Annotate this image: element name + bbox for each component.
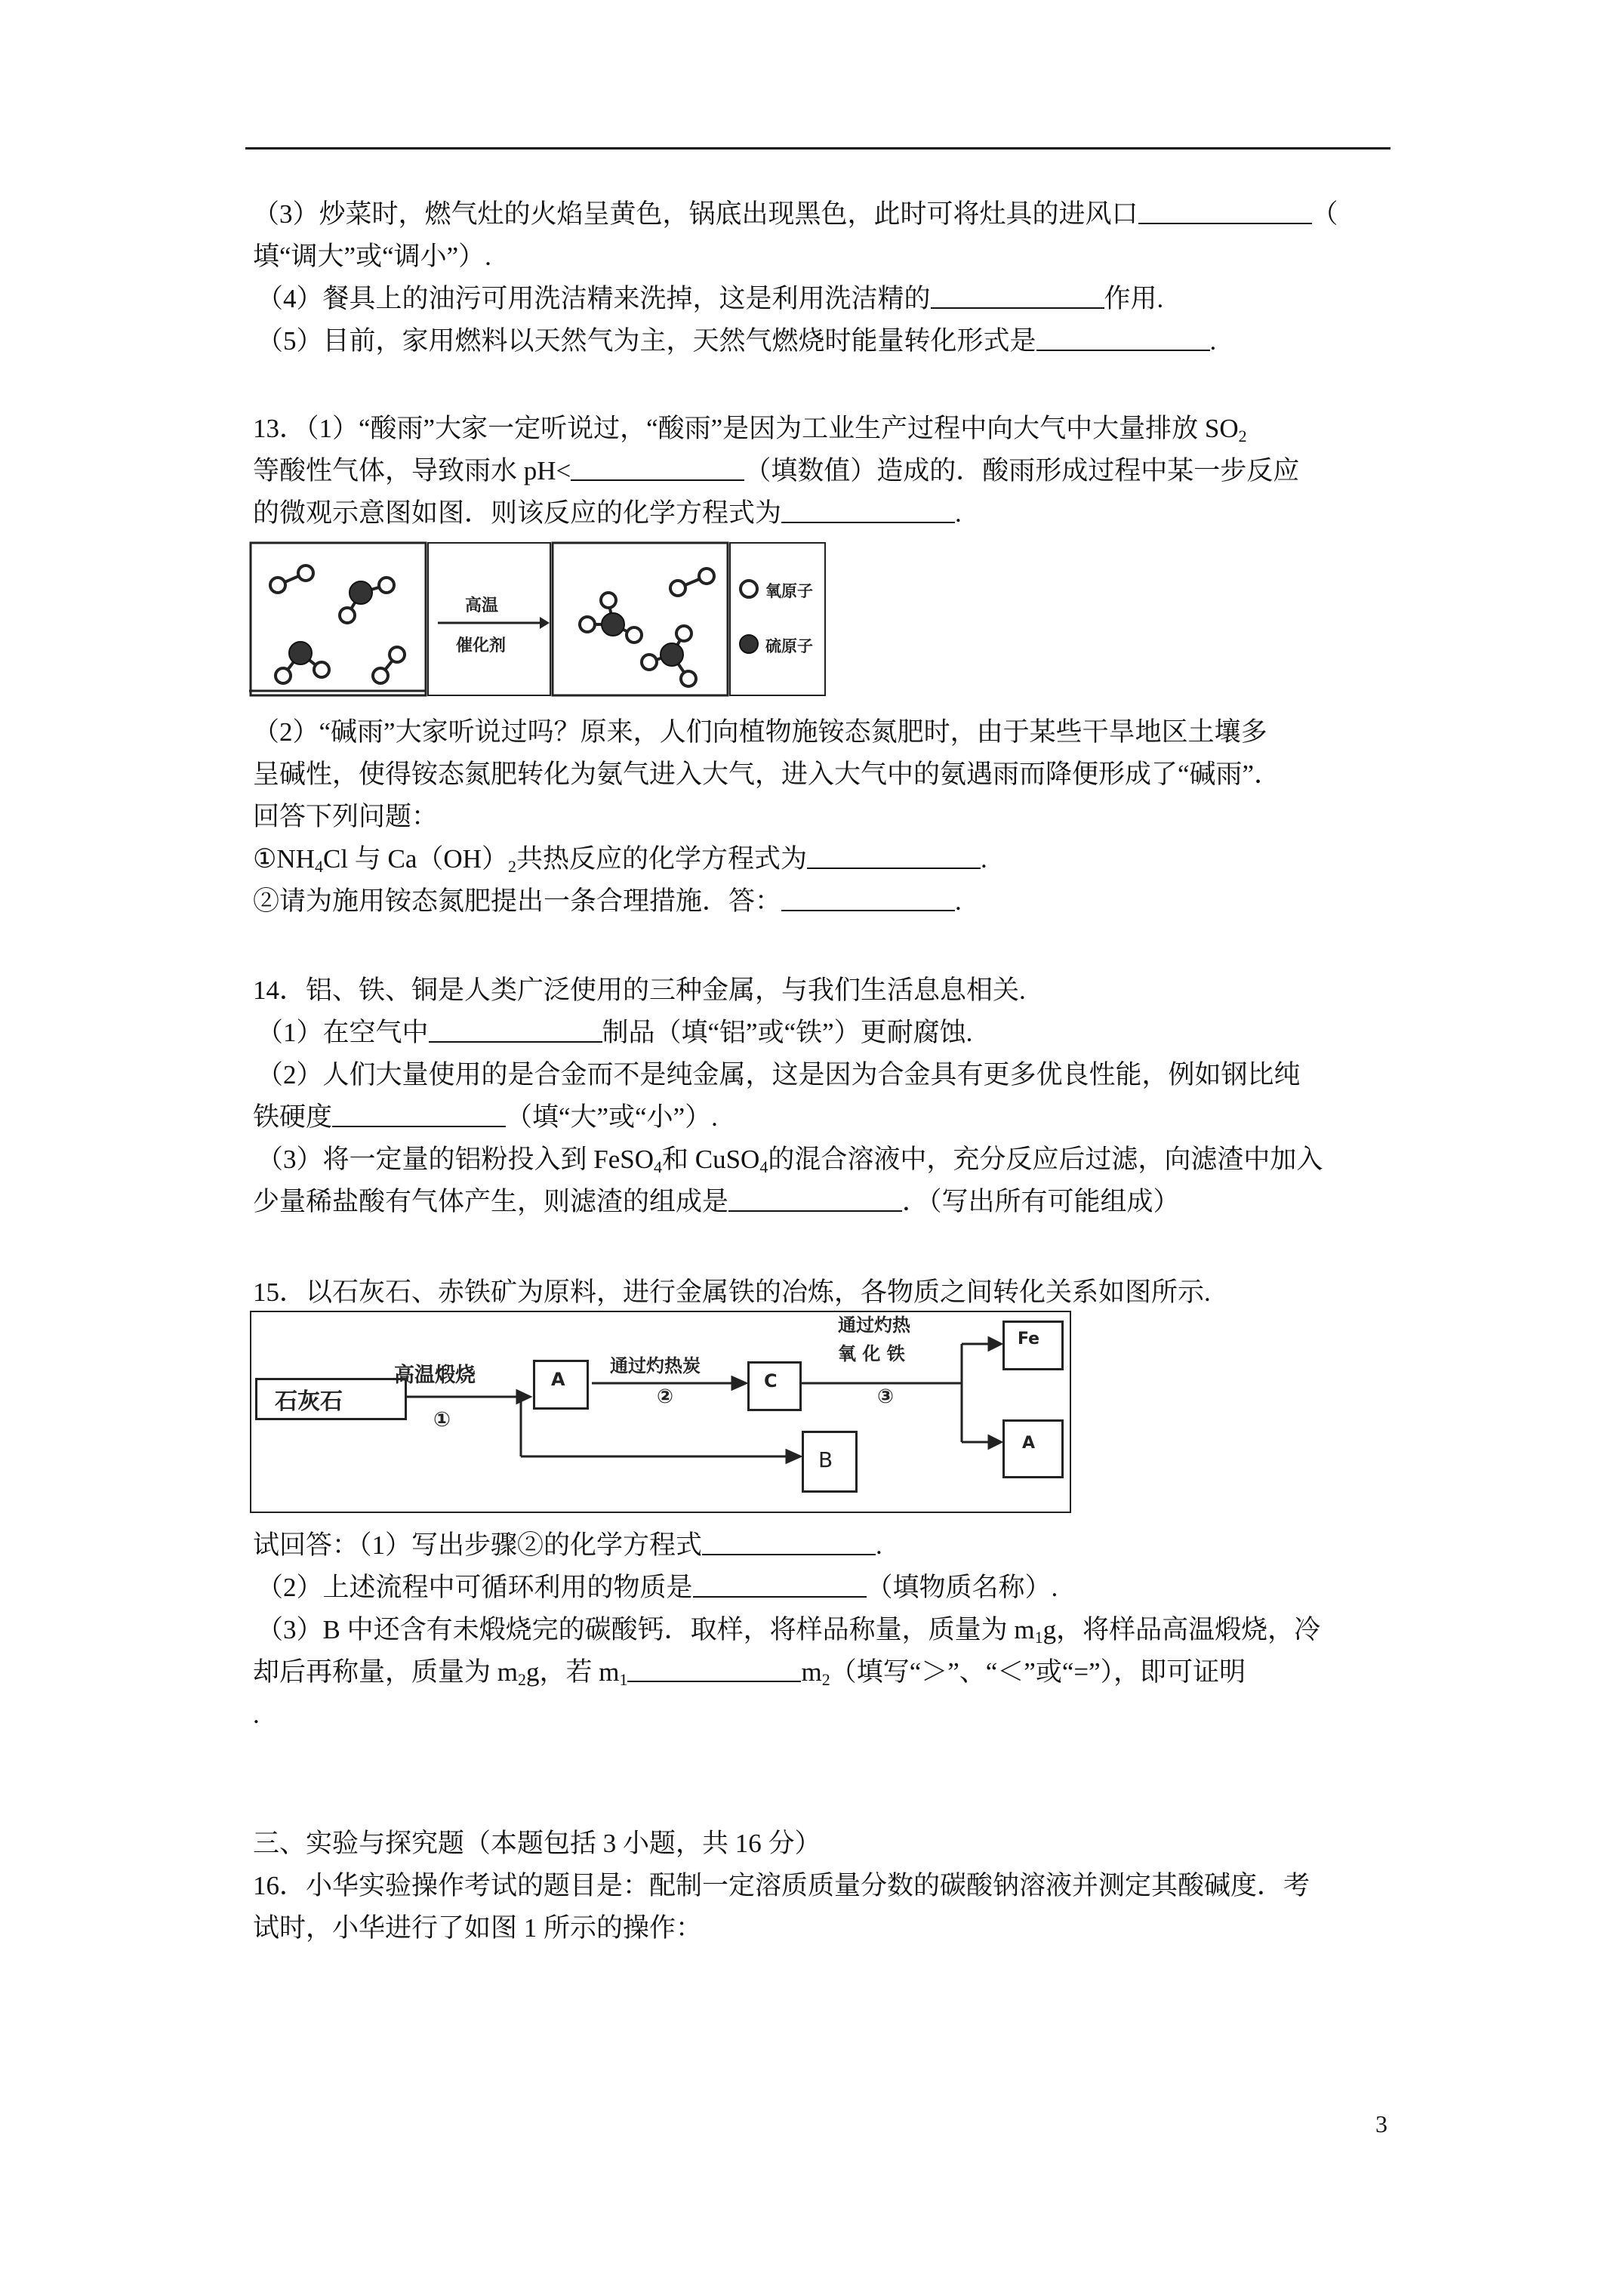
- step3-label-line2: 氧 化 铁: [838, 1343, 905, 1364]
- q15-line3: （2）上述流程中可循环利用的物质是 （填物质名称）.: [257, 1573, 1058, 1602]
- step1-number: ①: [433, 1408, 451, 1432]
- q15-line5: 却后再称量，质量为 $m_2g$，若 $m_1$ $m_2$（填写“＞”、“＜”或“=”），即可证明: [253, 1657, 1246, 1689]
- answer-blank[interactable]: [931, 285, 1104, 309]
- q14-line1: 14．铝、铁、铜是人类广泛使用的三种金属，与我们生活息息相关.: [253, 975, 1026, 1005]
- q13-part2-line2: 呈碱性，使得铵态氮肥转化为氨气进入大气，进入大气中的氨遇雨而降便形成了“碱雨”．: [253, 760, 1281, 789]
- q13-part2-line1: （2）“碱雨”大家听说过吗？原来，人们向植物施铵态氮肥时，由于某些干旱地区土壤多: [253, 717, 1267, 747]
- arrow-top-label: 高温: [465, 596, 499, 615]
- box-a-top-label: A: [551, 1369, 565, 1390]
- answer-blank[interactable]: [1138, 200, 1312, 224]
- answer-blank[interactable]: [693, 1573, 867, 1598]
- limestone-label: 石灰石: [275, 1388, 343, 1415]
- answer-blank[interactable]: [781, 499, 955, 523]
- step1-label: 高温煅烧: [394, 1364, 476, 1387]
- q15-line1: 15．以石灰石、赤铁矿为原料，进行金属铁的冶炼，各物质之间转化关系如图所示.: [253, 1277, 1211, 1307]
- q13-part2-line4: $①NH_4Cl$ 与 $Ca(OH)_2$共热反应的化学方程式为 .: [253, 844, 987, 876]
- answer-blank[interactable]: [571, 457, 744, 481]
- legend-sulfur-label: 硫原子: [765, 637, 813, 655]
- q13-part2-line3: 回答下列问题：: [253, 802, 439, 831]
- q12-part3-line2: 填“调大”或“调小”）.: [253, 242, 491, 271]
- q14-line5: （3）将一定量的铝粉投入到 FeSO$_4$和 CuSO$_4$的混合溶液中，充分反应后过滤，向滤渣中加入: [257, 1145, 1323, 1176]
- q14-line6: 少量稀盐酸有气体产生，则滤渣的组成是 ．（写出所有可能组成）: [253, 1187, 1180, 1216]
- arrow-bottom-label: 催化剂: [456, 636, 507, 655]
- box-a-right-label: A: [1022, 1434, 1036, 1453]
- q13-line3: 的微观示意图如图．则该反应的化学方程式为 .: [253, 498, 962, 528]
- step3-number: ③: [877, 1385, 895, 1408]
- q12-part3-line1: （3）炒菜时，燃气灶的火焰呈黄色，锅底出现黑色，此时可将灶具的进风口 （: [253, 199, 1338, 229]
- answer-blank[interactable]: [702, 1531, 876, 1555]
- box-c-label: C: [764, 1370, 778, 1391]
- q15-line2: 试回答：（1）写出步骤②的化学方程式 .: [253, 1530, 882, 1560]
- step3-label-line1: 通过灼热: [838, 1314, 910, 1336]
- q13-part2-line5: ②请为施用铵态氮肥提出一条合理措施．答： .: [253, 886, 962, 916]
- q14-line2: （1）在空气中 制品（填“铝”或“铁”）更耐腐蚀.: [257, 1018, 973, 1047]
- reaction-micro-svg: [249, 540, 827, 698]
- section3-title: 三、实验与探究题（本题包括 3 小题，共 16 分）: [253, 1829, 821, 1858]
- legend-oxygen-label: 氧原子: [765, 582, 813, 600]
- q15-line6: .: [253, 1700, 260, 1729]
- box-fe-label: Fe: [1018, 1330, 1040, 1348]
- q16-line1: 16．小华实验操作考试的题目是：配制一定溶质质量分数的碳酸钠溶液并测定其酸碱度．考: [253, 1871, 1310, 1900]
- q12-part4: （4）餐具上的油污可用洗洁精来洗掉，这是利用洗洁精的 作用.: [257, 284, 1164, 313]
- header-rule: [245, 147, 1390, 149]
- q14-line3: （2）人们大量使用的是合金而不是纯金属，这是因为合金具有更多优良性能，例如钢比纯: [257, 1060, 1301, 1089]
- step2-label: 通过灼热炭: [610, 1355, 701, 1376]
- q13-line2: 等酸性气体，导致雨水 pH< （填数值）造成的．酸雨形成过程中某一步反应: [253, 456, 1300, 485]
- q12-part5: （5）目前，家用燃料以天然气为主，天然气燃烧时能量转化形式是 .: [257, 326, 1217, 356]
- box-b-label: B: [818, 1447, 833, 1472]
- q16-line2: 试时，小华进行了如图 1 所示的操作：: [253, 1913, 703, 1943]
- answer-blank[interactable]: [807, 845, 981, 869]
- answer-blank[interactable]: [781, 887, 955, 911]
- answer-blank[interactable]: [1036, 327, 1210, 351]
- answer-blank[interactable]: [429, 1019, 602, 1043]
- q13-line1: 13．（1）“酸雨”大家一定听说过，“酸雨”是因为工业生产过程中向大气中大量排放 $SO_2$: [253, 414, 1247, 445]
- page-number: 3: [1375, 2110, 1387, 2137]
- q14-line4: 铁硬度 （填“大”或“小”）.: [253, 1102, 718, 1132]
- smelting-flow-diagram: [249, 1310, 1072, 1514]
- answer-blank[interactable]: [627, 1658, 801, 1682]
- answer-blank[interactable]: [332, 1103, 506, 1127]
- answer-blank[interactable]: [728, 1188, 902, 1212]
- reaction-micro-diagram: [249, 540, 827, 698]
- step2-number: ②: [657, 1385, 674, 1408]
- q15-line4: （3）B 中还含有未煅烧完的碳酸钙．取样，将样品称量，质量为 $m_1g$，将样品高温煅烧，冷: [257, 1615, 1321, 1647]
